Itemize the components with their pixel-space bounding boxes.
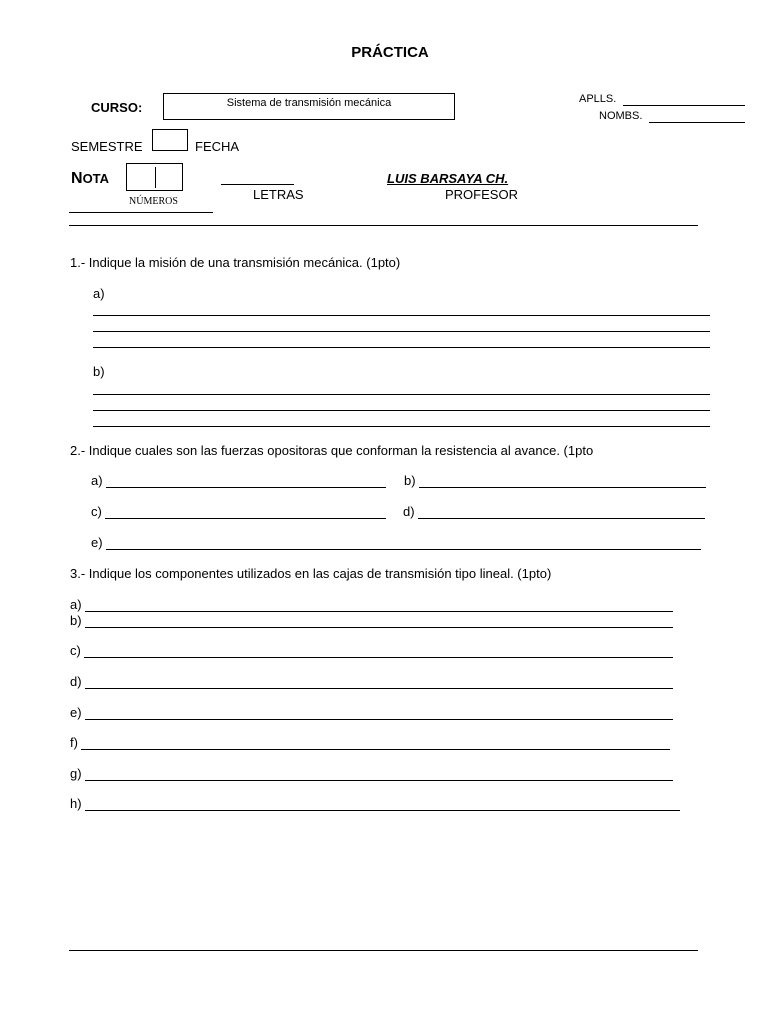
- signature-line: [69, 212, 213, 213]
- question-1: 1.- Indique la misión de una transmisión mecánica. (1pto): [70, 255, 401, 270]
- q2-item-c-label: c): [91, 504, 102, 519]
- q1-item-a-label: a): [93, 286, 105, 301]
- question-3: 3.- Indique los componentes utilizados en las cajas de transmisión tipo lineal. (1pto): [70, 566, 552, 581]
- q3-answer-line-f[interactable]: [81, 749, 670, 750]
- nota-label: [71, 170, 109, 188]
- q3-answer-line-e[interactable]: [85, 719, 673, 720]
- aplls-field[interactable]: [623, 105, 745, 106]
- q1-answer-line[interactable]: [93, 331, 710, 332]
- nombs-field[interactable]: [649, 122, 745, 123]
- q3-answer-line-b[interactable]: [85, 627, 673, 628]
- q3-item-f-label: f): [70, 735, 78, 750]
- letras-label: LETRAS: [253, 187, 304, 202]
- q2-item-d-label: d): [403, 504, 415, 519]
- q3-answer-line-a[interactable]: [85, 611, 673, 612]
- q2-answer-line-a[interactable]: [106, 487, 386, 488]
- fecha-label: FECHA: [195, 139, 240, 154]
- q2-item-a-label: a): [91, 473, 103, 488]
- q2-answer-line-e[interactable]: [106, 549, 701, 550]
- q3-item-e-label: e): [70, 705, 82, 720]
- curso-field[interactable]: [163, 93, 455, 120]
- numeros-label: NÚMEROS: [129, 196, 178, 207]
- q3-answer-line-d[interactable]: [85, 688, 673, 689]
- q1-answer-line[interactable]: [93, 426, 710, 427]
- q1-item-b-label: b): [93, 364, 105, 379]
- q3-item-g-label: g): [70, 766, 82, 781]
- nota-numeros-field[interactable]: [126, 163, 183, 191]
- q3-item-a-label: a): [70, 597, 82, 612]
- semestre-field[interactable]: [152, 129, 188, 151]
- q1-answer-line[interactable]: [93, 410, 710, 411]
- semestre-label: SEMESTRE: [71, 139, 143, 154]
- q2-answer-line-b[interactable]: [419, 487, 706, 488]
- q1-answer-line[interactable]: [93, 394, 710, 395]
- footer-divider: [69, 950, 698, 951]
- profesor-label: PROFESOR: [445, 187, 518, 202]
- page-title: PRÁCTICA: [351, 44, 429, 61]
- question-2: 2.- Indique cuales son las fuerzas opositoras que conforman la resistencia al avance. (1pto: [70, 443, 594, 458]
- q1-answer-line[interactable]: [93, 315, 710, 316]
- nota-letras-field[interactable]: [221, 184, 294, 185]
- nota-label-initial: N: [71, 170, 83, 187]
- q3-answer-line-c[interactable]: [84, 657, 673, 658]
- text-cursor: [155, 167, 156, 188]
- q3-item-b-label: b): [70, 613, 82, 628]
- q3-answer-line-h[interactable]: [85, 810, 680, 811]
- q3-item-d-label: d): [70, 674, 82, 689]
- q2-answer-line-d[interactable]: [418, 518, 705, 519]
- q3-item-c-label: c): [70, 643, 81, 658]
- curso-label: CURSO:: [91, 100, 143, 115]
- q2-item-e-label: e): [91, 535, 103, 550]
- q1-answer-line[interactable]: [93, 347, 710, 348]
- q2-answer-line-c[interactable]: [105, 518, 386, 519]
- q2-item-b-label: b): [404, 473, 416, 488]
- q3-answer-line-g[interactable]: [85, 780, 673, 781]
- curso-value: Sistema de transmisión mecánica: [226, 97, 392, 109]
- profesor-name: LUIS BARSAYA CH.: [387, 171, 509, 186]
- q3-item-h-label: h): [70, 796, 82, 811]
- header-divider: [69, 225, 698, 226]
- nota-label-rest: OTA: [82, 171, 110, 186]
- nombs-label: NOMBS.: [599, 110, 643, 122]
- aplls-label: APLLS.: [579, 93, 617, 105]
